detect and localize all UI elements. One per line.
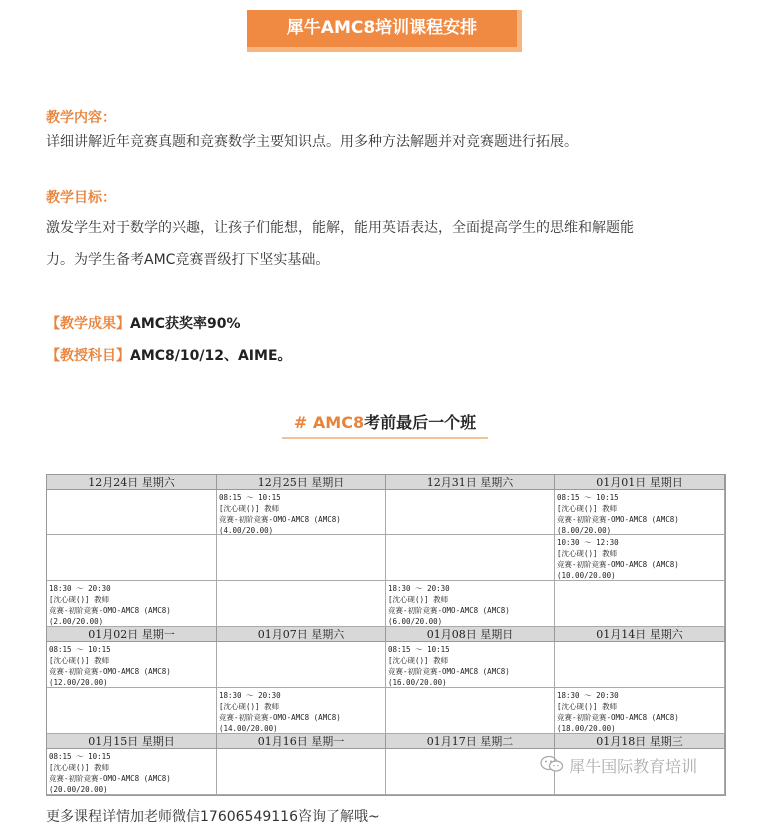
schedule-cell: 08:15 ～ 10:15 [沈心砚()] 教师 竞赛-初阶竞赛-OMO-AMC8 (AMC8) (16.00/20.00): [386, 642, 555, 688]
goal-line-2: 力。为学生备考AMC竞赛晋级打下坚实基础。: [46, 252, 330, 268]
schedule-cell: 08:15 ～ 10:15 [沈心砚()] 教师 竞赛-初阶竞赛-OMO-AMC8 (AMC8) (12.00/20.00): [47, 642, 217, 688]
date-header: 01月18日 星期三: [555, 734, 725, 749]
subheading-rest: 考前最后一个班: [364, 413, 477, 432]
subjects-label: 【教授科目】: [46, 348, 130, 364]
date-header: 01月08日 星期日: [386, 627, 555, 642]
schedule-cell: 10:30 ～ 12:30 [沈心砚()] 教师 竞赛-初阶竞赛-OMO-AMC8 (AMC8) (10.00/20.00): [555, 535, 725, 581]
schedule-subheading: [0, 410, 770, 433]
banner-title: 犀牛AMC8培训课程安排: [247, 10, 517, 47]
schedule-cell: 18:30 ～ 20:30 [沈心砚()] 教师 竞赛-初阶竞赛-OMO-AMC8 (AMC8) (6.00/20.00): [386, 581, 555, 627]
date-header: 01月01日 星期日: [555, 475, 725, 490]
content-text: 详细讲解近年竞赛真题和竞赛数学主要知识点。用多种方法解题并对竞赛题进行拓展。: [46, 134, 578, 150]
date-header: 01月17日 星期二: [386, 734, 555, 749]
schedule-cell: 18:30 ～ 20:30 [沈心砚()] 教师 竞赛-初阶竞赛-OMO-AMC8 (AMC8) (14.00/20.00): [217, 688, 386, 734]
schedule-cell: 08:15 ～ 10:15 [沈心砚()] 教师 竞赛-初阶竞赛-OMO-AMC8 (AMC8) (4.00/20.00): [217, 490, 386, 535]
schedule-cell: [47, 490, 217, 535]
subheading-underline: [282, 437, 488, 439]
date-header: 01月14日 星期六: [555, 627, 725, 642]
wechat-watermark: [540, 754, 697, 777]
subheading-accent: AMC8: [312, 413, 365, 432]
goal-label: 教学目标：: [46, 190, 116, 206]
hash-mark: #: [293, 413, 308, 432]
subjects-line: [46, 346, 292, 366]
result-line: [46, 314, 241, 334]
schedule-cell: [47, 535, 217, 581]
schedule-cell: 08:15 ～ 10:15 [沈心砚()] 教师 竞赛-初阶竞赛-OMO-AMC8 (AMC8) (8.00/20.00): [555, 490, 725, 535]
schedule-cell: 08:15 ～ 10:15 [沈心砚()] 教师 竞赛-初阶竞赛-OMO-AMC8 (AMC8) (20.00/20.00): [47, 749, 217, 795]
schedule-cell: [386, 535, 555, 581]
schedule-cell: [386, 490, 555, 535]
schedule-cell: [217, 535, 386, 581]
schedule-cell: [555, 642, 725, 688]
schedule-cell: [555, 581, 725, 627]
schedule-cell: [386, 749, 555, 795]
date-header: 01月02日 星期一: [47, 627, 217, 642]
date-header: 12月24日 星期六: [47, 475, 217, 490]
schedule-cell: [217, 642, 386, 688]
schedule-table: [46, 474, 726, 796]
schedule-cell: [47, 688, 217, 734]
content-label: 教学内容：: [46, 110, 116, 126]
footer-contact: 更多课程详情加老师微信17606549116咨询了解哦~: [46, 809, 380, 825]
result-label: 【教学成果】: [46, 316, 130, 332]
subjects-value: AMC8/10/12、AIME。: [130, 348, 292, 364]
schedule-cell: [386, 688, 555, 734]
schedule-cell: [217, 749, 386, 795]
date-header: 01月16日 星期一: [217, 734, 386, 749]
date-header: 01月07日 星期六: [217, 627, 386, 642]
result-value: AMC获奖率90%: [130, 316, 241, 332]
date-header: 01月15日 星期日: [47, 734, 217, 749]
schedule-cell: [217, 581, 386, 627]
goal-line-1: 激发学生对于数学的兴趣，让孩子们能想，能解，能用英语表达，全面提高学生的思维和解题能: [46, 220, 634, 236]
schedule-cell: 18:30 ～ 20:30 [沈心砚()] 教师 竞赛-初阶竞赛-OMO-AMC8 (AMC8) (18.00/20.00): [555, 688, 725, 734]
date-header: 12月31日 星期六: [386, 475, 555, 490]
wechat-icon: [540, 758, 569, 777]
title-banner: [247, 10, 522, 52]
schedule-cell: 18:30 ～ 20:30 [沈心砚()] 教师 竞赛-初阶竞赛-OMO-AMC8 (AMC8) (2.00/20.00): [47, 581, 217, 627]
date-header: 12月25日 星期日: [217, 475, 386, 490]
watermark-text: 犀牛国际教育培训: [569, 757, 698, 776]
